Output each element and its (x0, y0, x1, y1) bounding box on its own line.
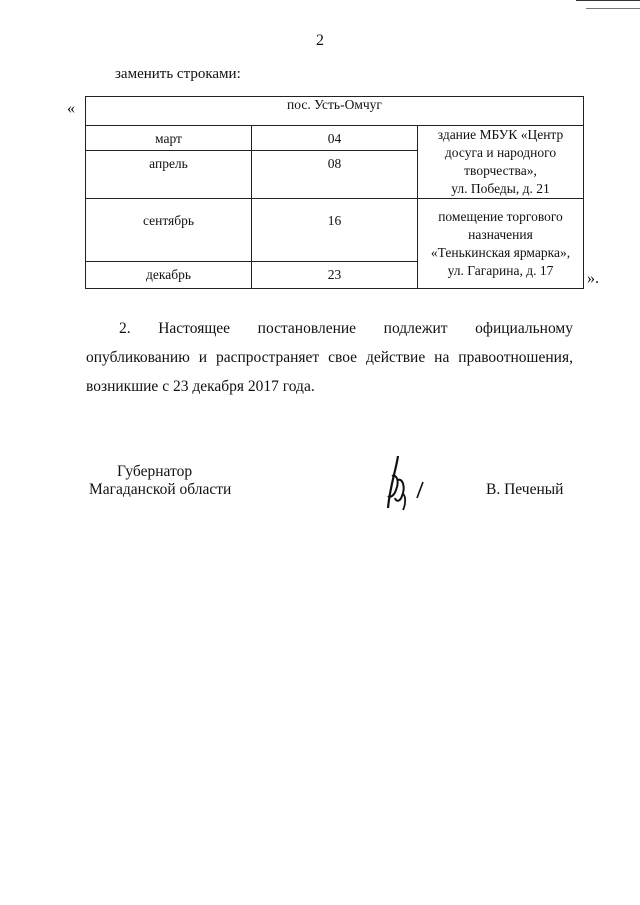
day-cell: 23 (252, 262, 418, 289)
table-row (86, 126, 584, 151)
paragraph-line (86, 314, 573, 343)
place-line: здание МБУК «Центр досуга и народного (437, 127, 564, 160)
place-cell (418, 199, 584, 289)
paragraph-word: постановление (257, 320, 357, 337)
settlement-header: пос. Усть-Омчуг (86, 97, 584, 126)
month-cell: март (86, 126, 252, 151)
paragraph-word: Настоящее (158, 320, 231, 337)
signature-graphic (376, 450, 440, 516)
place-line: помещение торгового назначения (438, 208, 563, 242)
paragraph-2 (86, 314, 573, 401)
table-header-row (86, 97, 584, 126)
place-cell (418, 126, 584, 199)
paragraph-word: правоотношения, (458, 349, 573, 366)
top-edge-line (586, 8, 640, 9)
paragraph-word: официальному (475, 320, 573, 337)
month-cell: сентябрь (86, 199, 252, 262)
paragraph-word: свое (328, 349, 358, 366)
month-cell: апрель (86, 151, 252, 199)
paragraph-word: 2. (119, 320, 131, 337)
paragraph-word: подлежит (383, 320, 448, 337)
quote-close: ». (587, 270, 599, 287)
place-line: «Тенькинская ярмарка», (430, 244, 571, 260)
intro-text: заменить строками: (115, 66, 241, 82)
paragraph-word: опубликованию (86, 349, 190, 366)
signatory-title: Губернатор (117, 463, 193, 480)
paragraph-word: и (198, 349, 208, 366)
place-line: ул. Гагарина, д. 17 (447, 262, 554, 278)
day-cell: 08 (252, 151, 418, 199)
top-edge-line (576, 0, 640, 1)
table-row (86, 199, 584, 262)
schedule-table (85, 96, 584, 289)
handwritten-signature (376, 450, 440, 521)
month-cell: декабрь (86, 262, 252, 289)
day-cell: 16 (252, 199, 418, 262)
signatory-name: В. Печеный (486, 481, 564, 498)
place-line: творчества», (464, 163, 537, 178)
paragraph-word: на (434, 349, 450, 366)
quote-open: « (67, 100, 75, 117)
paragraph-line (86, 343, 573, 372)
day-cell: 04 (252, 126, 418, 151)
paragraph-text: возникшие с 23 декабря 2017 года. (86, 378, 315, 395)
paragraph-word: действие (366, 349, 426, 366)
page-number: 2 (316, 32, 324, 49)
paragraph-word: распространяет (215, 349, 320, 366)
paragraph-line (86, 372, 573, 401)
signatory-region: Магаданской области (89, 481, 232, 498)
place-line: ул. Победы, д. 21 (451, 181, 550, 196)
